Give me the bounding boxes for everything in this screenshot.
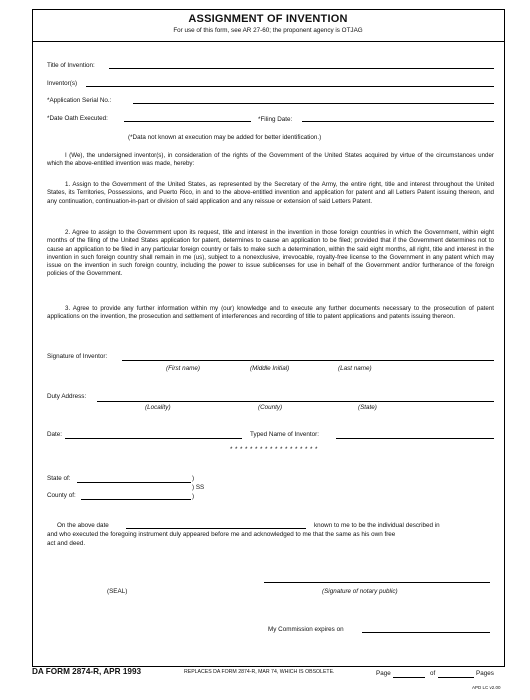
date-oath-field[interactable] (124, 121, 251, 122)
title-of-invention-field[interactable] (109, 68, 494, 69)
form-number: DA FORM 2874-R, APR 1993 (32, 667, 142, 676)
page-label: Page (376, 670, 391, 677)
notary-text-line2: and who executed the foregoing instrument duly appeared before me and acknowledged to me that the same as his own free (47, 531, 396, 538)
seal-label: (SEAL) (107, 588, 128, 595)
total-pages-field[interactable] (438, 677, 474, 678)
signature-label: Signature of Inventor: (47, 353, 108, 360)
paragraph-3 (47, 305, 494, 322)
header-divider (32, 41, 504, 42)
paragraph-2-text: 2. Agree to assign to the Government upon its request, title and interest in the invention in those foreign countries in which the Government, within eight months of the filing of the United States application for patent, determines to cause an application to be filed; provided that if the Government determines not to cause an application to be filed in any particular foreign country or fails to make such a determination, within the said eight months, all right, title and interest in the invention in such foreign country shall remain in me (us), subject to a nonexclusive, irrevocable, royalty-free license to the Government in any patent which may issue on the invention in such foreign country, including the power to issue sublicenses for use in behalf of the Government and/or furtherance of the foreign policies of the Government. (47, 229, 494, 278)
commission-label: My Commission expires on (268, 626, 344, 633)
middle-initial-caption: (Middle Initial) (250, 365, 290, 372)
first-name-caption: (First name) (166, 365, 200, 372)
notary-signature-field[interactable] (264, 582, 490, 583)
known-text: known to me to be the individual described in (314, 522, 440, 529)
county-of-label: County of: (47, 492, 76, 499)
form-subtitle: For use of this form, see AR 27-60; the proponent agency is OTJAG (173, 27, 363, 34)
paragraph-2 (47, 229, 494, 279)
intro-text: I (We), the undersigned inventor(s), in consideration of the rights of the Government of the United States acquired by virtue of the circumstances under which the above-entitled invention was made, hereby: (47, 152, 494, 168)
paragraph-1 (47, 181, 494, 206)
form-frame (32, 9, 505, 667)
paragraph-1-text: 1. Assign to the Government of the United States, as represented by the Secretary of the Army, the entire right, title and interest throughout the United States, its Territories, Possessions, and Puerto Rico, in and to the above-entitled invention and application for patent and all Letters Patent issuing thereon, and any continuation, continuation-in-part or division of said application and any reissue or extension of said Letters Patent. (47, 181, 494, 205)
filing-date-field[interactable] (302, 121, 494, 122)
title-of-invention-label: Title of Invention: (47, 62, 95, 69)
filing-date-label: *Filing Date: (258, 116, 293, 123)
ss-label: ) SS (192, 484, 205, 491)
inventors-field[interactable] (86, 86, 494, 87)
intro-paragraph (47, 152, 494, 169)
county-caption: (County) (258, 404, 283, 411)
bracket-3: ) (192, 493, 195, 500)
replaces-note: REPLACES DA FORM 2874-R, MAR 74, WHICH IS OBSOLETE. (184, 669, 335, 675)
state-of-field[interactable] (77, 482, 191, 483)
inventors-label: Inventor(s) (47, 80, 78, 87)
on-date-field[interactable] (126, 528, 306, 529)
page-number-field[interactable] (393, 677, 425, 678)
state-of-label: State of: (47, 475, 71, 482)
signature-field[interactable] (122, 360, 494, 361)
state-caption: (State) (358, 404, 377, 411)
bracket-1: ) (192, 475, 195, 482)
commission-date-field[interactable] (362, 632, 490, 633)
date-oath-label: *Date Oath Executed: (47, 115, 108, 122)
county-of-field[interactable] (81, 499, 191, 500)
on-date-text: On the above date (57, 522, 109, 529)
version-label: APD LC v2.00 (472, 685, 501, 690)
of-label: of (430, 670, 436, 677)
duty-address-field[interactable] (97, 401, 494, 402)
date-label: Date: (47, 431, 63, 438)
data-note: (*Data not known at execution may be added for better identification.) (128, 134, 322, 141)
last-name-caption: (Last name) (338, 365, 372, 372)
locality-caption: (Locality) (145, 404, 171, 411)
duty-address-label: Duty Address: (47, 393, 87, 400)
application-serial-field[interactable] (133, 103, 494, 104)
notary-signature-caption: (Signature of notary public) (322, 588, 398, 595)
application-serial-label: *Application Serial No.: (47, 97, 112, 104)
typed-name-label: Typed Name of Inventor: (250, 431, 319, 438)
date-field[interactable] (65, 438, 242, 439)
typed-name-field[interactable] (336, 438, 494, 439)
separator-stars: * * * * * * * * * * * * * * * * * * (230, 446, 318, 453)
notary-text-line3: act and deed. (47, 540, 86, 547)
paragraph-3-text: 3. Agree to provide any further information within my (our) knowledge and to execute any further documents necessary to the prosecution of patent applications on the invention, the prosecution and settlement of interferences and recording of title to patent applications and patents issuing thereon. (47, 305, 494, 321)
pages-label: Pages (476, 670, 494, 677)
form-title: ASSIGNMENT OF INVENTION (188, 13, 348, 25)
